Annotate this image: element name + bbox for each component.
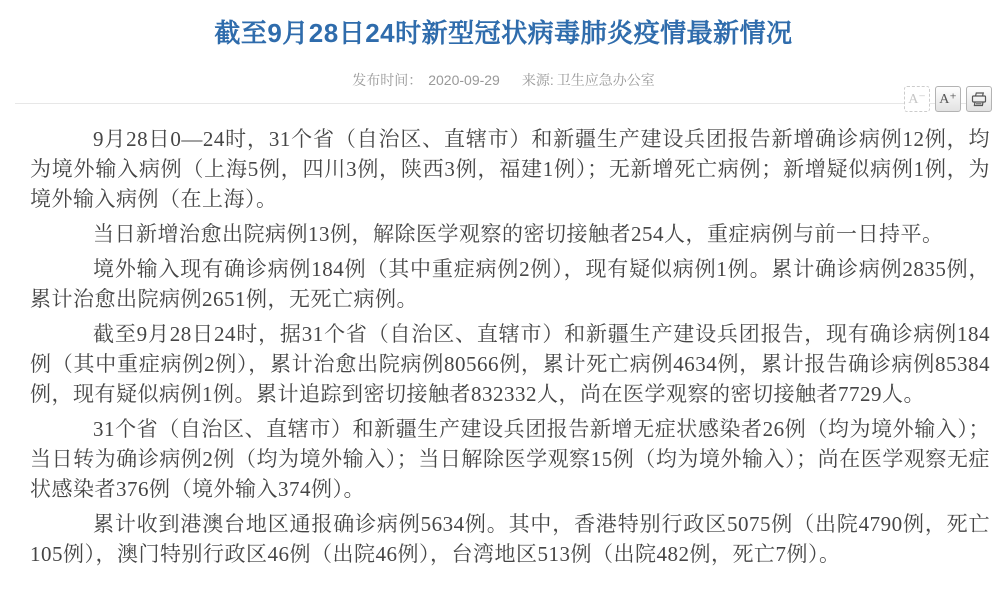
paragraph-asymptomatic: 31个省（自治区、直辖市）和新疆生产建设兵团报告新增无症状感染者26例（均为境外输入）；当日转为确诊病例2例（均为境外输入）；当日解除医学观察15例（均为境外输入）；尚在医学观察无症状感染者376例（境外输入374例）。 <box>30 417 990 501</box>
font-print-toolbar <box>904 86 992 112</box>
page-title: 截至9月28日24时新型冠状病毒肺炎疫情最新情况 <box>214 18 793 48</box>
publish-time-value: 2020-09-29 <box>428 72 500 88</box>
paragraph-imported-cases: 境外输入现有确诊病例184例（其中重症病例2例），现有疑似病例1例。累计确诊病例2835例，累计治愈出院病例2651例，无死亡病例。 <box>30 257 990 311</box>
article-page <box>0 18 1007 600</box>
font-decrease-button[interactable]: A⁻ <box>904 86 930 112</box>
source-label: 来源: <box>521 72 554 88</box>
article-meta <box>0 72 1007 89</box>
paragraph-daily-recovered: 当日新增治愈出院病例13例，解除医学观察的密切接触者254人，重症病例与前一日持平。 <box>93 222 944 246</box>
article-body <box>0 104 1007 569</box>
article-header <box>0 18 1007 107</box>
printer-icon <box>971 92 987 107</box>
source-value: 卫生应急办公室 <box>556 72 655 88</box>
paragraph-hk-macao-taiwan: 累计收到港澳台地区通报确诊病例5634例。其中，香港特别行政区5075例（出院4790例，死亡105例），澳门特别行政区46例（出院46例），台湾地区513例（出院482例，死亡7例）。 <box>30 512 990 566</box>
print-button[interactable] <box>966 86 992 112</box>
paragraph-new-confirmed: 9月28日0—24时，31个省（自治区、直辖市）和新疆生产建设兵团报告新增确诊病例12例，均为境外输入病例（上海5例，四川3例，陕西3例，福建1例）；无新增死亡病例；新增疑似病例1例，为境外输入病例（在上海）。 <box>30 127 990 211</box>
font-increase-button[interactable]: A⁺ <box>935 86 961 112</box>
paragraph-cumulative-totals: 截至9月28日24时，据31个省（自治区、直辖市）和新疆生产建设兵团报告，现有确诊病例184例（其中重症病例2例），累计治愈出院病例80566例，累计死亡病例4634例，累计报告确诊病例85384例，现有疑似病例1例。累计追踪到密切接触者832332人，尚在医学观察的密切接触者7729人。 <box>30 322 990 406</box>
publish-time-label: 发布时间： <box>352 72 423 88</box>
